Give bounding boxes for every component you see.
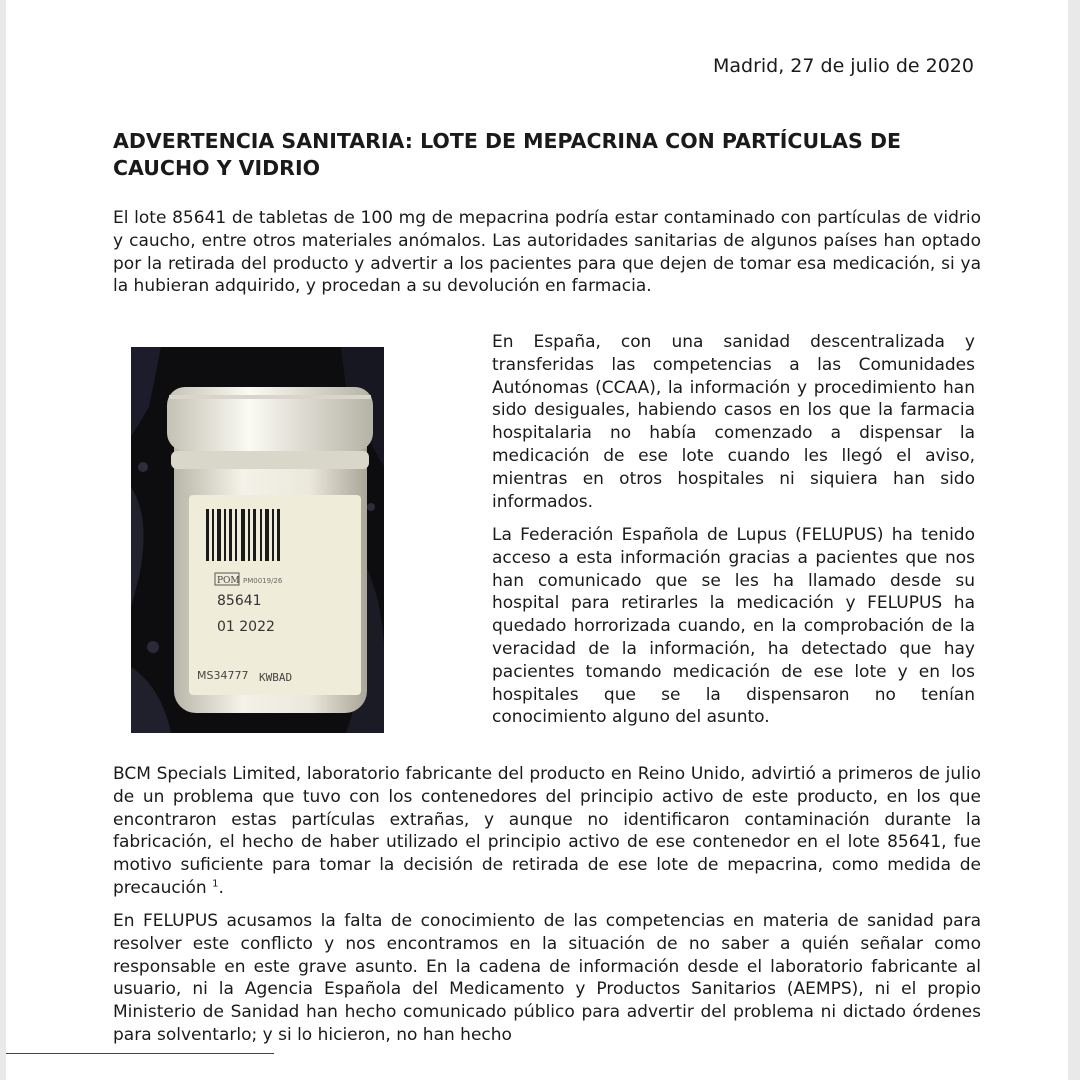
- document-page: [6, 0, 1068, 1080]
- date-line: Madrid, 27 de julio de 2020: [712, 55, 974, 77]
- document-title: ADVERTENCIA SANITARIA: LOTE DE MEPACRINA CON PARTÍCULAS DE CAUCHO Y VIDRIO: [113, 129, 901, 180]
- svg-text:MS34777: MS34777: [197, 669, 249, 682]
- paragraph-felupus: La Federación Española de Lupus (FELUPUS) ha tenido acceso a esta información gracias a pacientes que nos han comunicado que se les ha llamado desde su hospital para retirarles la medicación y FELUPUS ha quedado horrorizada cuando, en la comprobación de la veracidad de la información, ha detectado que hay pacientes tomando medicación de ese lote y en los hospitales que se la dispensaron no tenían conocimiento alguno del asunto.: [492, 525, 975, 728]
- medication-bottle-photo: [131, 347, 384, 733]
- svg-text:PM0019/26: PM0019/26: [243, 577, 283, 585]
- svg-text:85641: 85641: [217, 593, 262, 609]
- svg-text:01 2022: 01 2022: [217, 619, 275, 635]
- footnote-marker[interactable]: 1: [212, 878, 219, 890]
- svg-text:KWBAD: KWBAD: [259, 671, 293, 684]
- paragraph-accusation: En FELUPUS acusamos la falta de conocimiento de las competencias en materia de sanidad para resolver este conflicto y nos encontramos en la situación de no saber a quién señalar como responsable en este grave asunto. En la cadena de información desde el laboratorio fabricante al usuario, ni la Agencia Española del Medicamento y Productos Sanitarios (AEMPS), ni el propio Ministerio de Sanidad han hecho comunicado público para advertir del problema ni dictado órdenes para solventarlo; y si lo hicieron, no han hecho: [113, 911, 981, 1045]
- paragraph-bcm: [113, 763, 981, 900]
- footnote-divider: [6, 1053, 274, 1054]
- paragraph-intro: El lote 85641 de tabletas de 100 mg de mepacrina podría estar contaminado con partículas de vidrio y caucho, entre otros materiales anómalos. Las autoridades sanitarias de algunos países han optado por la retirada del producto y advertir a los pacientes para que dejen de tomar esa medicación, si ya la hubieran adquirido, y procedan a su devolución en farmacia.: [113, 208, 981, 297]
- barcode-icon: [206, 509, 280, 561]
- paragraph-bcm-text: BCM Specials Limited, laboratorio fabricante del producto en Reino Unido, advirtió a primeros de julio de un problema que tuvo con los contenedores del principio activo de este producto, en los que encontraron estas partículas extrañas, y aunque no identificaron contaminación durante la fabricación, el hecho de haber utilizado el principio activo de ese contenedor en el lote 85641, fue motivo suficiente para tomar la decisión de retirada de ese lote de mepacrina, como medida de precaución: [113, 764, 981, 898]
- paragraph-bcm-end: .: [218, 877, 224, 898]
- bottle-illustration: [131, 347, 384, 733]
- paragraph-spain: En España, con una sanidad descentralizada y transferidas las competencias a las Comunidades Autónomas (CCAA), la información y procedimiento han sido desiguales, habiendo casos en los que la farmacia hospitalaria no había comenzado a dispensar la medicación de ese lote cuando les llegó el aviso, mientras en otros hospitales ni siquiera han sido informados.: [492, 332, 975, 512]
- svg-text:POM: POM: [217, 576, 240, 586]
